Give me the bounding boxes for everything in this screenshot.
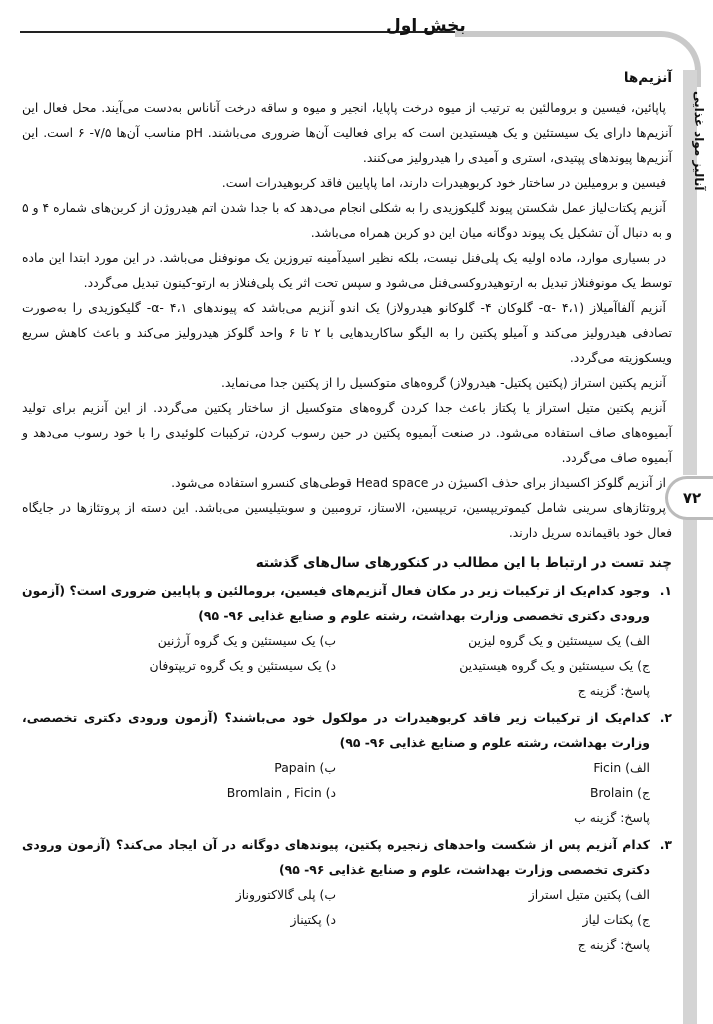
options-list [22, 628, 650, 678]
paragraph: آنزیم پکتین استراز (پکتین پکتیل- هیدرولاز) گروه‌های متوکسیل را از پکتین جدا می‌نماید. [221, 375, 666, 390]
question-1 [22, 578, 672, 703]
option: ب) Papain [274, 760, 336, 775]
paragraph: پاپائین، فیسین و برومالئین به ترتیب از میوه درخت پاپایا، انجیر و میوه و ساقه درخت آناناس به‌دست می‌آیند. محل فعال این آنزیم‌ها دارای یک سیستئین و یک هیستیدین است که برای فعالیت آن‌ها ضروری می‌باشند. pH مناسب آن‌ها ۷/۵- ۶ است. این آنزیم‌ها پیوندهای پپتیدی، استری و آمیدی را هیدرولیز می‌کنند. [22, 100, 672, 165]
question-2 [22, 705, 672, 830]
main-content [22, 66, 672, 959]
question-text: کدام‌یک از ترکیبات زیر فاقد کربوهیدرات در مولکول خود می‌باشند؟ (آزمون ورودی دکتری تخصصی، وزارت بهداشت، رشته علوم و صنایع غذایی ۹۶- ۹۵) [22, 710, 650, 750]
option: د) پکتیناز [290, 912, 336, 927]
paragraph: از آنزیم گلوکز اکسیداز برای حذف اکسیژن در Head space قوطی‌های کنسرو استفاده می‌شود. [171, 475, 666, 490]
options-list [22, 882, 650, 932]
paragraph: آنزیم آلفاآمیلاز (α- ۴،۱- گلوکان ۴- گلوکانو هیدرولاز) یک اندو آنزیم می‌باشد که پیوندهای α- ۴،۱- گلیکوزیدی را به‌صورت تصادفی هیدرولیز می‌کند و آمیلو پکتین را به الیگو ساکاریدهایی با ۲ تا ۶ واحد گلوکز هیدرولیز می‌کند و باعث کاهش سریع ویسکوزیته می‌گردد. [22, 300, 672, 365]
answer: پاسخ: گزینه ب [574, 810, 650, 825]
option: ب) یک سیستئین و یک گروه آرژنین [157, 633, 336, 648]
paragraph: آنزیم پکتین متیل استراز یا پکتاز باعث جدا کردن گروه‌های متوکسیل از ساختار پکتین می‌گردد. از این آنزیم برای تولید آبمیوه‌های صاف استفاده می‌شود. در صنعت آبمیوه پکتین در حین رسوب کردن، ترکیبات کلوئیدی را با خود رسوب می‌دهد و آبمیوه صاف می‌گردد. [22, 400, 672, 465]
option: د) Bromlain , Ficin [226, 785, 336, 800]
section-heading: آنزیم‌ها [623, 70, 672, 86]
option: الف) یک سیستئین و یک گروه لیزین [468, 633, 650, 648]
question-text: کدام آنزیم پس از شکست واحدهای زنجیره پکتین، پیوندهای دوگانه در آن ایجاد می‌کند؟ (آزمون ورودی دکتری تخصصی وزارت بهداشت، علوم و صنایع غذایی ۹۶- ۹۵) [22, 837, 650, 877]
question-number: ۲. [659, 710, 672, 725]
paragraph: پروتئازهای سرینی شامل کیموتریپسین، تریپسین، الاستاز، ترومبین و سوبتیلیسین می‌باشد. این دسته از پروتئازها در جایگاه فعال خود باقیمانده سریل دارند. [22, 500, 672, 540]
option: ج) پکتات لیاز [582, 912, 650, 927]
tests-heading: چند تست در ارتباط با این مطالب در کنکورهای سال‌های گذشته [255, 555, 672, 571]
option: ج) Brolain [589, 785, 650, 800]
question-3 [22, 832, 672, 957]
paragraph: در بسیاری موارد، ماده اولیه یک پلی‌فنل نیست، بلکه نظیر اسیدآمینه تیروزین یک مونوفنل می‌باشد. در این مورد ابتدا این ماده توسط یک مونوفنلاز تبدیل به ارتوهیدروکسی‌فنل می‌شود و سپس تحت اثر یک پلی‌فنلاز به ارتو-کینون تبدیل می‌گردد. [22, 250, 672, 290]
paragraph: آنزیم پکتات‌لیاز عمل شکستن پیوند گلیکوزیدی را به شکلی انجام می‌دهد که با جدا شدن اتم هیدروژن از کربن‌های شماره ۴ و ۵ و به دنبال آن تشکیل یک پیوند دوگانه میان این دو کربن همراه می‌باشد. [22, 200, 672, 240]
question-number: ۱. [659, 583, 672, 598]
question-text: وجود کدام‌یک از ترکیبات زیر در مکان فعال آنزیم‌های فیسین، برومالئین و پاپایین ضروری است؟ (آزمون ورودی دکتری تخصصی وزارت بهداشت، رشته علوم و صنایع غذایی ۹۶- ۹۵) [22, 583, 650, 623]
page-number: ۷۲ [665, 476, 713, 520]
option: ج) یک سیستئین و یک گروه هیستیدین [459, 658, 650, 673]
paragraph: فیسین و برومیلین در ساختار خود کربوهیدرات دارند، اما پاپایین فاقد کربوهیدرات است. [221, 175, 666, 190]
side-tab-bar-lower [683, 514, 697, 1024]
options-list [22, 755, 650, 805]
option: د) یک سیستئین و یک گروه تریپتوفان [149, 658, 336, 673]
answer: پاسخ: گزینه ج [577, 937, 650, 952]
option: ب) پلی گالاکتوروناز [235, 887, 336, 902]
answer: پاسخ: گزینه ج [577, 683, 650, 698]
section-title: بخش اول [386, 16, 466, 36]
question-number: ۳. [659, 837, 672, 852]
book-title: آنالیز مواد غذایی [692, 90, 706, 190]
option: الف) Ficin [593, 760, 650, 775]
option: الف) پکتین متیل استراز [528, 887, 650, 902]
